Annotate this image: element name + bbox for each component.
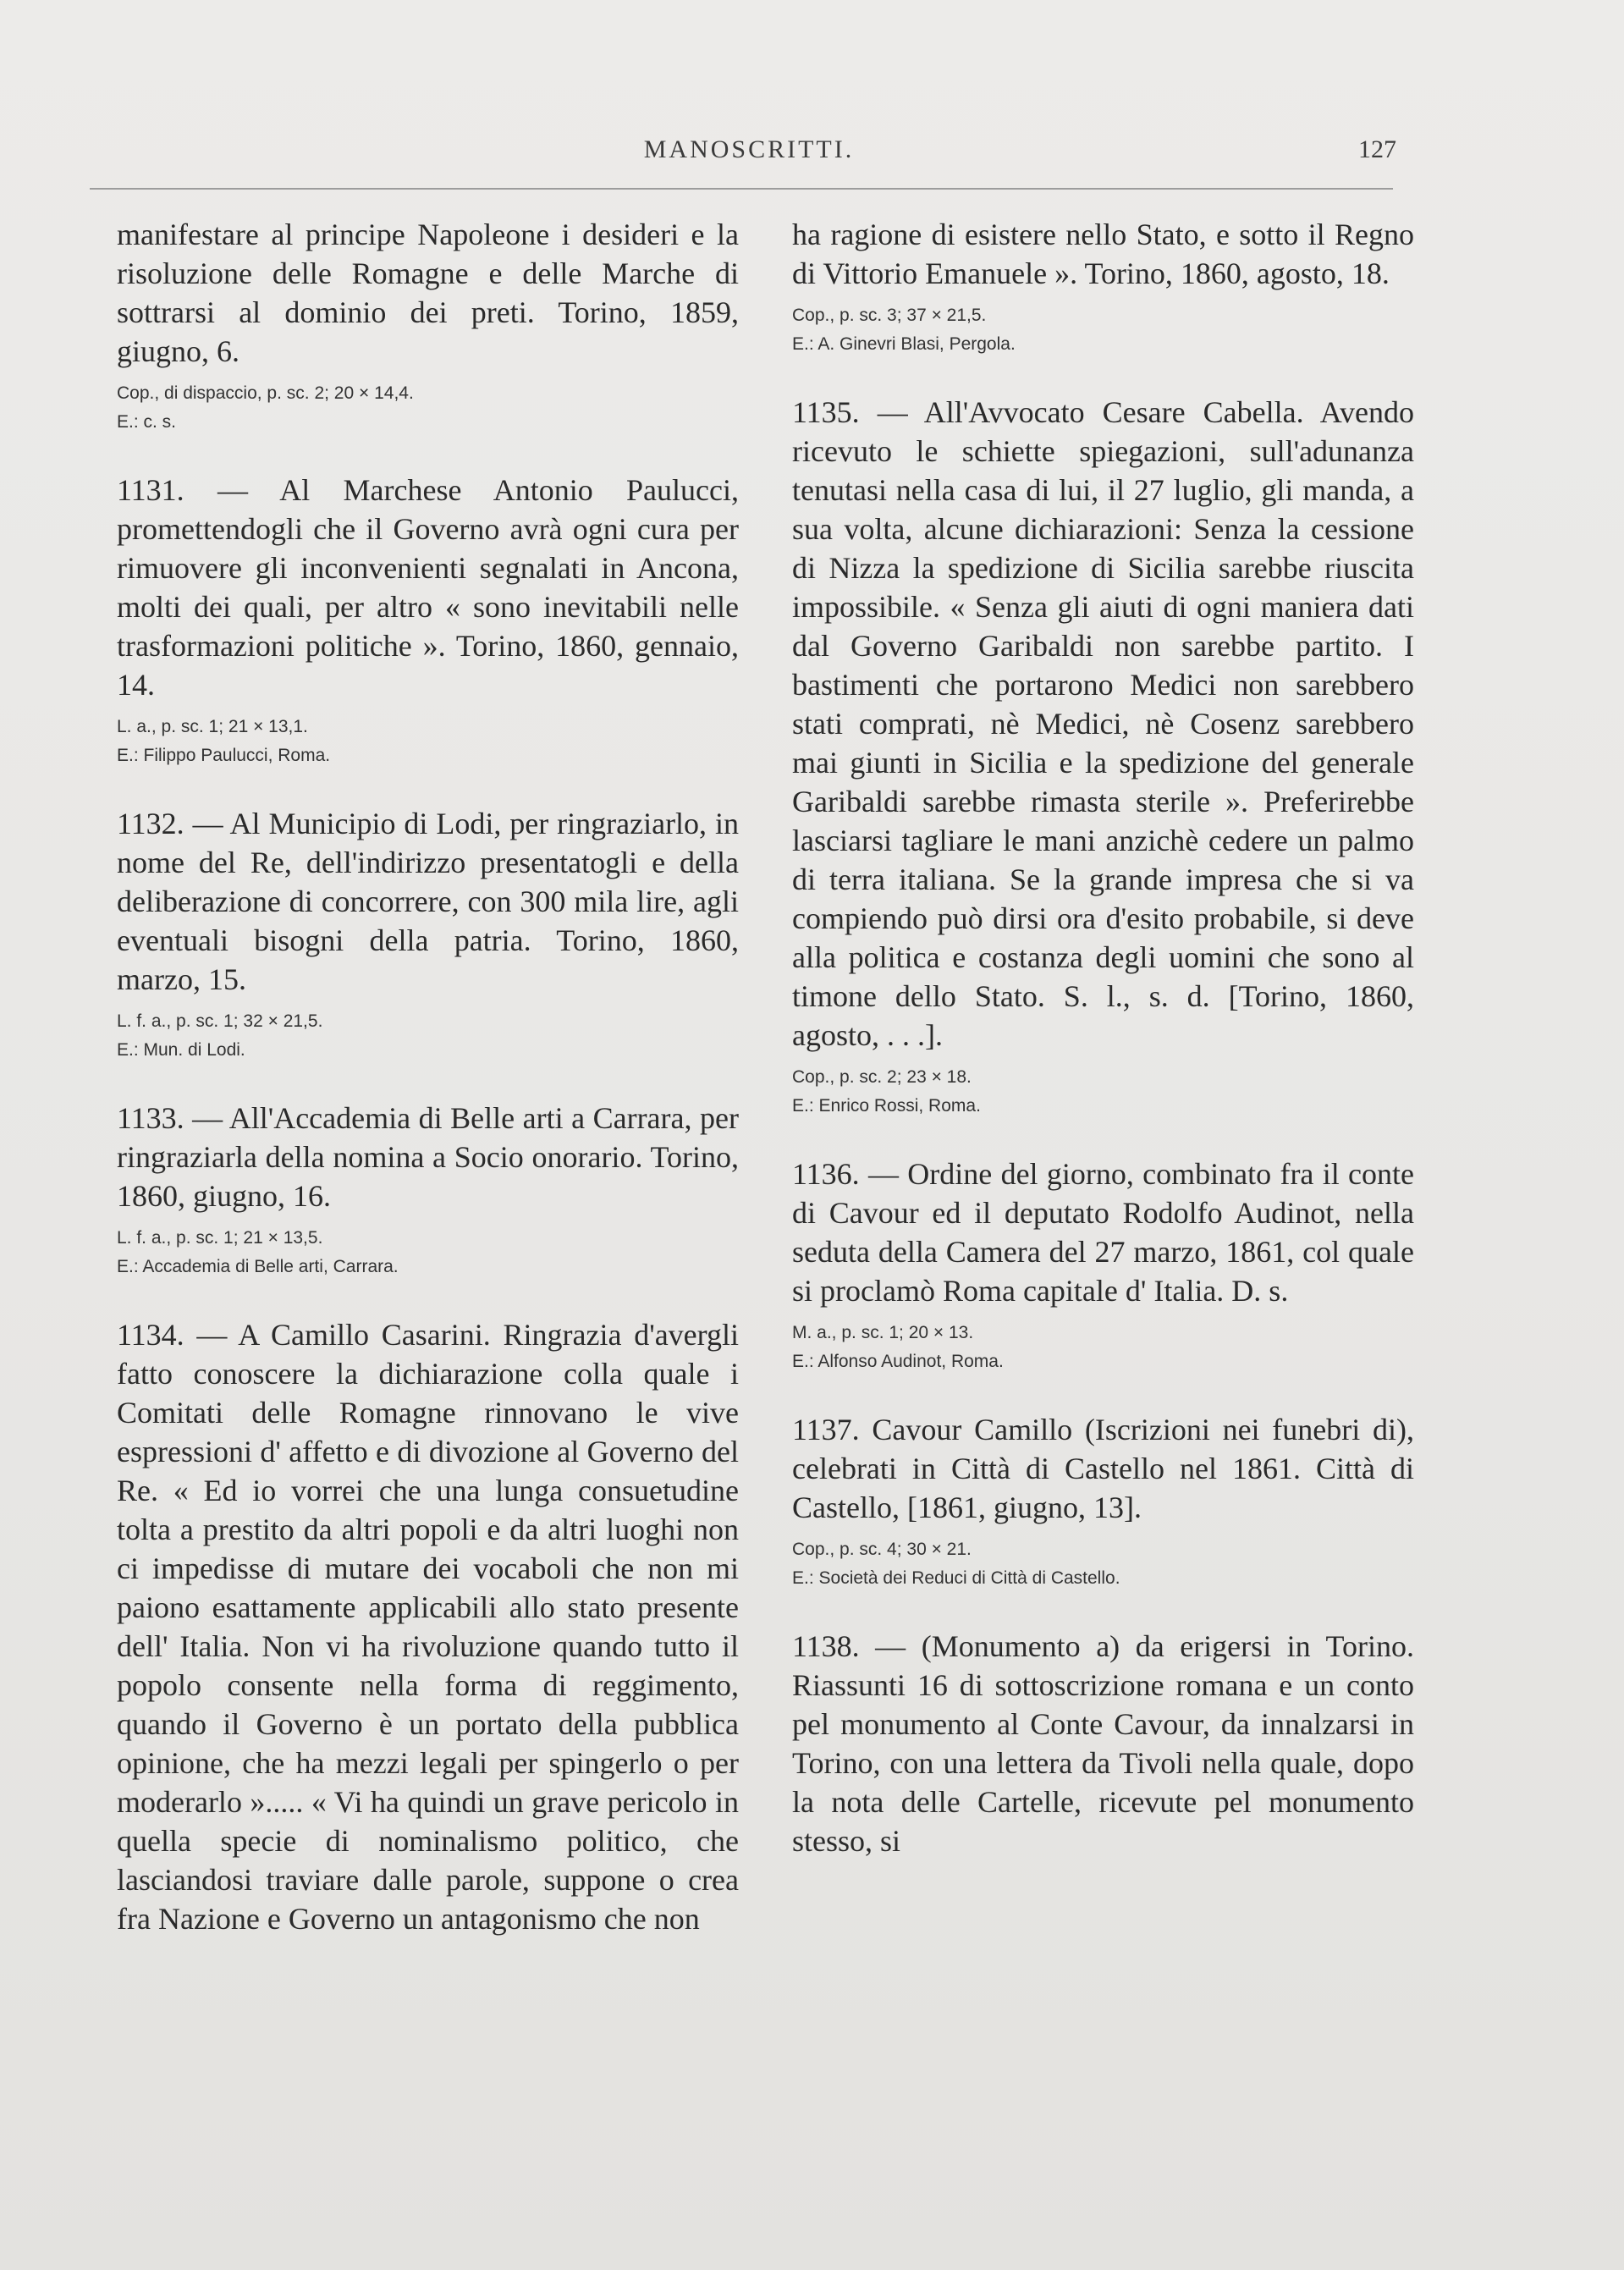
entry-text: 1138. — (Monumento a) da erigersi in Torino. Riassunti 16 di sottoscrizione romana e un conto pel monumento al Conte Cavour, da innalzarsi in Torino, con una lettera da Tivoli nella quale, dopo la nota delle Cartelle, ricevute pel monumento stesso, si — [792, 1629, 1414, 1858]
meta-line: E.: Mun. di Lodi. — [117, 1040, 245, 1060]
meta-line: E.: Alfonso Audinot, Roma. — [792, 1352, 1004, 1371]
meta-line: Cop., p. sc. 4; 30 × 21. — [792, 1540, 972, 1559]
right-column — [792, 215, 1414, 1894]
entry-1133 — [117, 1099, 739, 1281]
page-header — [102, 135, 1396, 178]
meta-line: E.: Accademia di Belle arti, Carrara. — [117, 1257, 399, 1276]
entry-text: 1134. — A Camillo Casarini. Ringrazia d'avergli fatto conoscere la dichiarazione colla quale i Comitati delle Romagne rinnovano le vive espressioni d' affetto e di divozione al Governo del Re. « Ed io vorrei che una lunga consuetudine tolta a prestito da altri popoli e da altri luoghi non ci impedisse di mutare dei vocaboli che non mi paiono esattamente applicabili allo stato presente dell' Italia. Non vi ha rivoluzione quando tutto il popolo consente nella forma di reggimento, quando il Governo è un portato della pubblica opinione, che ha mezzi legali per spingerlo o per moderarlo »..... « Vi ha quindi un grave pericolo in quella specie di nominalismo politico, che lasciandosi traviare dalle parole, suppone o crea fra Nazione e Governo un antagonismo che non — [117, 1318, 739, 1936]
entry-1134-continuation — [792, 215, 1414, 359]
entry-text: 1137. Cavour Camillo (Iscrizioni nei funebri di), celebrati in Città di Castello nel 1861. Città di Castello, [1861, giugno, 13]. — [792, 1413, 1414, 1524]
entry-text: ha ragione di esistere nello Stato, e sotto il Regno di Vittorio Emanuele ». Torino, 1860, agosto, 18. — [792, 218, 1414, 290]
left-column — [117, 215, 739, 1972]
entry-meta — [117, 713, 739, 770]
meta-line: L. f. a., p. sc. 1; 21 × 13,5. — [117, 1228, 323, 1248]
running-title: MANOSCRITTI. — [643, 135, 855, 163]
header-rule — [90, 188, 1393, 190]
entry-text: 1131. — Al Marchese Antonio Paulucci, promettendogli che il Governo avrà ogni cura per rimuovere gli inconvenienti segnalati in Ancona, molti dei quali, per altro « sono inevitabili nelle trasformazioni politiche ». Torino, 1860, gennaio, 14. — [117, 473, 739, 702]
entry-meta — [117, 1224, 739, 1281]
entry-text: 1135. — All'Avvocato Cesare Cabella. Avendo ricevuto le schiette spiegazioni, sull'adunanza tenutasi nella casa di lui, il 27 luglio, gli manda, a sua volta, alcune dichiarazioni: Senza la cessione di Nizza la spedizione di Sicilia sarebbe riuscita impossibile. « Senza gli aiuti di ogni maniera dati dal Governo Garibaldi non sarebbe partito. I bastimenti che portarono Medici non sarebbero stati comprati, nè Medici, nè Cosenz sarebbero mai giunti in Sicilia e la spedizione del generale Garibaldi sarebbe rimasta sterile ». Preferirebbe lasciarsi tagliare le mani anzichè cedere un palmo di terra italiana. Se la grande impresa che si va compiendo può dirsi ora d'esito probabile, si deve alla politica e costanza degli uomini che sono al timone dello Stato. S. l., s. d. [Torino, 1860, agosto, . . .]. — [792, 395, 1414, 1052]
page-number: 127 — [1358, 135, 1396, 163]
entry-1135 — [792, 393, 1414, 1121]
entry-meta — [792, 1535, 1414, 1593]
meta-line: E.: A. Ginevri Blasi, Pergola. — [792, 334, 1016, 354]
entry-meta — [792, 301, 1414, 359]
meta-line: Cop., di dispaccio, p. sc. 2; 20 × 14,4. — [117, 383, 414, 403]
meta-line: M. a., p. sc. 1; 20 × 13. — [792, 1323, 974, 1342]
meta-line: Cop., p. sc. 2; 23 × 18. — [792, 1067, 972, 1087]
entry-1132 — [117, 804, 739, 1065]
entry-1136 — [792, 1154, 1414, 1376]
entry-meta — [792, 1063, 1414, 1121]
entry-text: 1136. — Ordine del giorno, combinato fra il conte di Cavour ed il deputato Rodolfo Audinot, nella seduta della Camera del 27 marzo, 1861, col quale si proclamò Roma capitale d' Italia. D. s. — [792, 1157, 1414, 1308]
meta-line: E.: Filippo Paulucci, Roma. — [117, 746, 331, 765]
entry-1131 — [117, 471, 739, 770]
meta-line: E.: c. s. — [117, 412, 177, 432]
entry-text: 1132. — Al Municipio di Lodi, per ringraziarlo, in nome del Re, dell'indirizzo presentatogli e della deliberazione di concorrere, con 300 mila lire, agli eventuali bisogni della patria. Torino, 1860, marzo, 15. — [117, 807, 739, 996]
meta-line: L. f. a., p. sc. 1; 32 × 21,5. — [117, 1011, 323, 1031]
entry-meta — [117, 1007, 739, 1065]
entry-meta — [792, 1319, 1414, 1376]
entry-1130-continuation — [117, 215, 739, 437]
entry-1137 — [792, 1410, 1414, 1593]
entry-text: 1133. — All'Accademia di Belle arti a Carrara, per ringraziarla della nomina a Socio onorario. Torino, 1860, giugno, 16. — [117, 1101, 739, 1213]
entry-meta — [117, 379, 739, 437]
entry-1138 — [792, 1627, 1414, 1860]
meta-line: L. a., p. sc. 1; 21 × 13,1. — [117, 717, 308, 736]
entry-1134 — [117, 1315, 739, 1938]
entry-text: manifestare al principe Napoleone i desideri e la risoluzione delle Romagne e delle Marche di sottrarsi al dominio dei preti. Torino, 1859, giugno, 6. — [117, 218, 739, 368]
meta-line: E.: Società dei Reduci di Città di Castello. — [792, 1568, 1120, 1588]
meta-line: E.: Enrico Rossi, Roma. — [792, 1096, 981, 1116]
meta-line: Cop., p. sc. 3; 37 × 21,5. — [792, 306, 987, 325]
